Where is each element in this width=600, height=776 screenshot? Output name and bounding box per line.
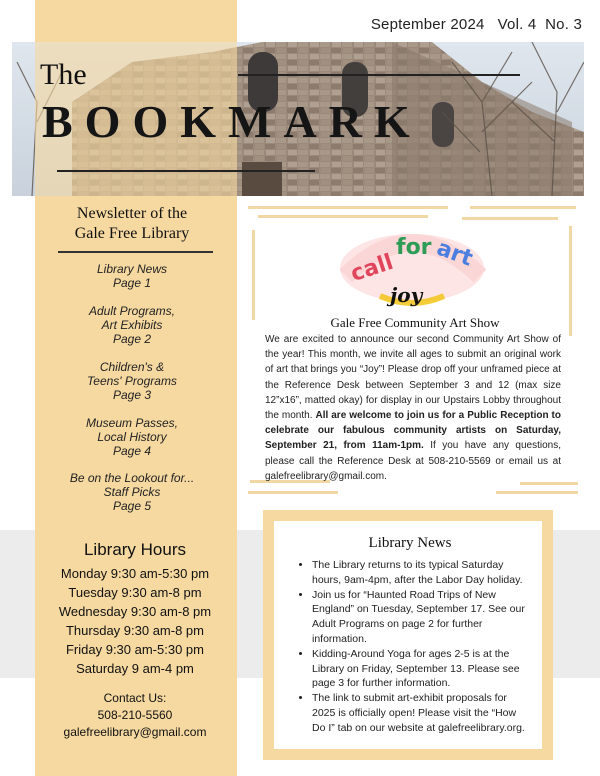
newsletter-subtitle-line2: Gale Free Library <box>74 225 190 242</box>
toc-entry-staff-picks[interactable] <box>52 471 212 513</box>
logo-word-art: art <box>433 235 476 272</box>
issue-number: No. 3 <box>545 16 582 33</box>
library-news-list <box>290 558 530 736</box>
toc-line: Staff Picks <box>103 485 161 499</box>
hours-line: Thursday 9:30 am-8 pm <box>65 623 204 638</box>
toc-line: Children's & <box>99 360 165 374</box>
toc-entry-childrens-programs[interactable] <box>52 360 212 402</box>
masthead-title: BOOKMARK <box>42 96 422 147</box>
toc-line: Art Exhibits <box>101 318 163 332</box>
toc-line: Page 2 <box>112 332 152 346</box>
news-item: • Kidding-Around Yoga for ages 2-5 is at the Library on Friday, September 13. Please see page 3 for further information. <box>312 647 530 691</box>
masthead-rule-bottom <box>57 170 315 172</box>
library-news-box <box>263 510 553 760</box>
library-news-inner <box>274 521 542 749</box>
library-hours <box>50 540 220 678</box>
contact-phone[interactable]: 508-210-5560 <box>97 708 173 722</box>
newsletter-subtitle-line1: Newsletter of the <box>76 205 188 222</box>
logo-joy: joy <box>390 283 423 307</box>
toc-line: Museum Passes, <box>85 416 179 430</box>
toc-line: Teens' Programs <box>87 374 177 388</box>
news-item: • Join us for “Haunted Road Trips of New England” on Tuesday, September 17. See our Adult Programs on page 2 for further information. <box>312 588 530 647</box>
toc-entry-museum-passes[interactable] <box>52 416 212 458</box>
masthead-the: The <box>40 58 87 91</box>
hours-line: Saturday 9 am-4 pm <box>76 661 194 676</box>
news-item: • The link to submit art-exhibit proposals for 2025 is officially open! Please visit the “How Do I” tab on our website at galefreelibrary.org. <box>312 691 530 735</box>
logo-word-for: for <box>396 235 432 260</box>
frame-bar <box>248 491 338 494</box>
contact-info <box>55 690 215 741</box>
news-item: • The Library returns to its typical Saturday hours, 9am-4pm, after the Labor Day holiday. <box>312 558 530 588</box>
toc-line: Page 4 <box>112 444 152 458</box>
toc-line: Page 3 <box>112 388 152 402</box>
hours-line: Tuesday 9:30 am-8 pm <box>68 585 202 600</box>
frame-bar <box>496 491 578 494</box>
newsletter-subtitle <box>52 204 212 244</box>
hours-title: Library Hours <box>83 540 187 559</box>
art-show-body <box>265 332 561 484</box>
hours-line: Monday 9:30 am-5:30 pm <box>60 566 210 581</box>
contact-title: Contact Us: <box>103 691 167 705</box>
toc-entry-adult-programs[interactable] <box>52 304 212 346</box>
toc-line: Page 5 <box>112 499 152 513</box>
hours-line: Friday 9:30 am-5:30 pm <box>65 642 204 657</box>
toc-line: Library News <box>96 262 168 276</box>
art-show-intro: We are excited to announce our second Community Art Show of the year! This month, we invite all ages to submit an original work of art that brings you “Joy”! Please drop off your unframed piece at the Reference Desk between September 3 and 12 (max size 12”x16”, matted okay) for display in our Upstairs Lobby throughout the month. <box>265 334 561 422</box>
library-news-title: Library News <box>368 535 452 551</box>
hours-line: Wednesday 9:30 am-8 pm <box>58 604 212 619</box>
issue-line <box>371 16 582 33</box>
art-show-outro: If you have any questions, please call the Reference Desk at 508-210-5569 or email us at galefreelibrary@gmail.com. <box>265 440 562 482</box>
art-show-reception: All are welcome to join us for a Public Reception to celebrate our fabulous community artists on Saturday, September 21, from 11am-1pm. <box>265 410 561 452</box>
frame-bar <box>569 226 572 336</box>
toc-line: Be on the Lookout for... <box>69 471 195 485</box>
art-show-headline: Gale Free Community Art Show <box>330 315 500 330</box>
toc-entry-library-news[interactable] <box>52 262 212 290</box>
issue-volume: Vol. 4 <box>497 16 537 33</box>
toc-line: Adult Programs, <box>88 304 176 318</box>
toc-line: Page 1 <box>112 276 152 290</box>
frame-bar <box>248 206 448 209</box>
frame-bar <box>470 206 576 209</box>
frame-bar <box>252 230 255 320</box>
toc-line: Local History <box>97 430 167 444</box>
call-for-art-logo <box>332 218 492 314</box>
contact-email[interactable]: galefreelibrary@gmail.com <box>63 725 207 739</box>
masthead-rule-top <box>238 74 520 76</box>
issue-date: September 2024 <box>370 16 485 33</box>
logo-word-call: call <box>347 249 397 287</box>
sidebar-divider <box>58 251 213 253</box>
